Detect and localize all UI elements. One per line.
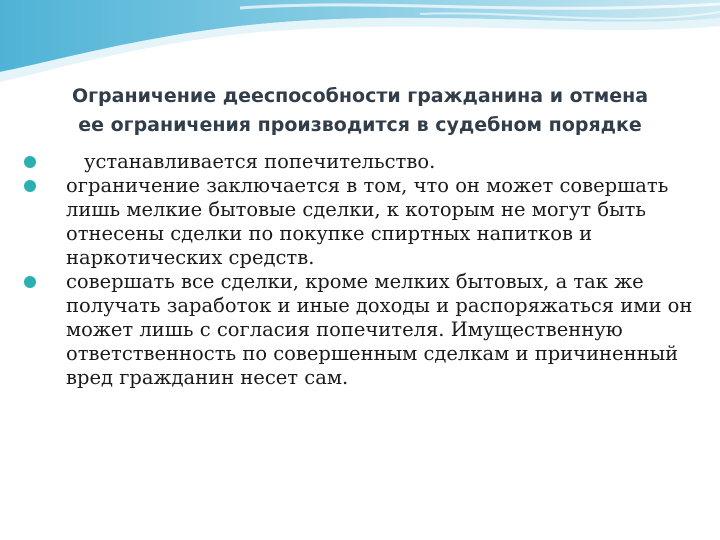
bullet-text: совершать все сделки, кроме мелких бытовых, а так же получать заработок и иные доходы и распоряжаться ими он может лишь с согласия попечителя. Имущественную ответственность по совершенным сделкам и причиненный вред гражданин несет сам. [66, 270, 693, 389]
slide-title-line1: Ограничение дееспособности гражданина и отмена [71, 85, 649, 107]
bullet-text: устанавливается попечительство. [84, 150, 436, 173]
bullet-item-3 [24, 270, 700, 390]
bullet-dot-icon [24, 156, 36, 168]
bullet-item-1 [24, 150, 700, 174]
bullet-item-2 [24, 174, 700, 270]
bullet-dot-icon [24, 180, 36, 192]
bullet-text: ограничение заключается в том, что он может совершать лишь мелкие бытовые сделки, к которым не могут быть отнесены сделки по покупке спиртных напитков и наркотических средств. [66, 174, 669, 269]
bullet-dot-icon [24, 276, 36, 288]
bullet-list [24, 150, 700, 390]
slide-title-line2: ее ограничения производится в судебном порядке [78, 114, 642, 136]
slide-title [20, 82, 700, 140]
